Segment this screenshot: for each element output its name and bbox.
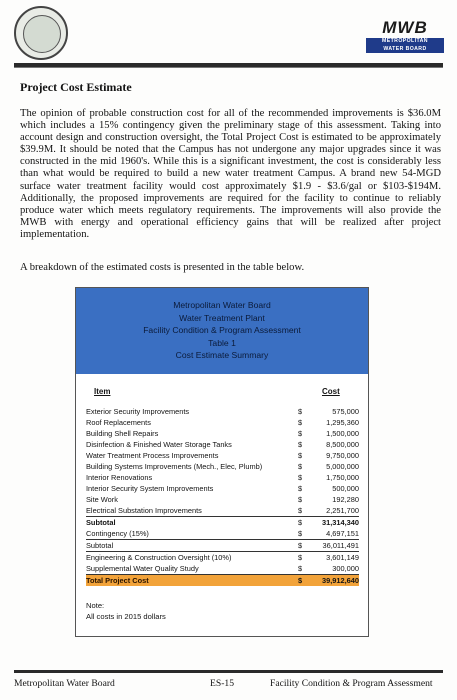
footer-right: Facility Condition & Program Assessment	[270, 678, 433, 689]
row-label: Subtotal	[86, 518, 116, 527]
row-currency: $	[298, 529, 303, 538]
row-amount: 2,251,700	[326, 506, 359, 515]
footer-left: Metropolitan Water Board	[14, 678, 115, 689]
row-currency: $	[298, 495, 303, 504]
seal-emblem	[23, 15, 61, 53]
row-currency: $	[298, 473, 303, 482]
table-rows	[86, 406, 359, 586]
row-currency: $	[298, 440, 303, 449]
table-heading-line: Metropolitan Water Board	[173, 300, 271, 310]
body-paragraph: The opinion of probable construction cost for all of the recommended improvements is $36.0M which includes a 15% contingency given the preliminary stage of this assessment. Taking into account design and construction oversight, the Total Project Cost is estimated to be approximately $39.9M. It should be noted that the Campus has not undergone any major upgrades since it was constructed in the mid 1960's. While this is a significant investment, the cost is considerably less than what would be required to build a new water treatment Campus. A brand new 54-MGD surface water treatment facility would cost approximately $1.9 - $3.6/gal or $103-$194M. Additionally, the proposed improvements are required for the facility to continue to reliably produce water which meets regulatory requirements. The improvements will also provide the MWB with energy and operational efficiency gains that will be realized after project implementation.	[20, 108, 441, 240]
table-row	[86, 552, 359, 563]
row-currency: $	[298, 553, 303, 562]
row-amount: 575,000	[332, 407, 359, 416]
table-heading	[76, 288, 368, 374]
mwb-logo	[366, 18, 444, 58]
section-title: Project Cost Estimate	[20, 80, 132, 94]
logo-subtitle-line: WATER BOARD	[383, 45, 427, 52]
note-label: Note:	[86, 601, 105, 610]
table-heading-line: Water Treatment Plant	[179, 312, 265, 323]
row-amount: 5,000,000	[326, 462, 359, 471]
row-label: Building Systems Improvements (Mech., Elec, Plumb)	[86, 462, 263, 471]
row-currency: $	[298, 462, 303, 471]
subtotal-row	[86, 540, 359, 552]
column-header-cost: Cost	[322, 387, 340, 396]
row-amount: 500,000	[332, 484, 359, 493]
row-label: Water Treatment Process Improvements	[86, 451, 219, 460]
row-amount: 36,011,491	[322, 541, 359, 550]
table-row	[86, 505, 359, 517]
table-row	[86, 494, 359, 505]
row-label: Supplemental Water Quality Study	[86, 564, 199, 573]
footer-rule	[14, 670, 443, 673]
note-text: All costs in 2015 dollars	[86, 612, 166, 621]
logo-mark: MWB	[382, 18, 428, 37]
row-label: Interior Security System Improvements	[86, 484, 214, 493]
body-paragraph: A breakdown of the estimated costs is presented in the table below.	[20, 262, 305, 273]
row-label: Roof Replacements	[86, 418, 151, 427]
table-heading-line: Cost Estimate Summary	[175, 350, 269, 361]
row-label: Exterior Security Improvements	[86, 407, 190, 416]
row-label: Contingency (15%)	[86, 529, 149, 538]
row-amount: 1,750,000	[326, 473, 359, 482]
table-row	[86, 483, 359, 494]
row-currency: $	[298, 506, 303, 515]
row-amount: 3,601,149	[326, 553, 359, 562]
row-amount: 1,500,000	[326, 429, 359, 438]
logo-subtitle-line: METROPOLITAN	[382, 38, 428, 44]
table-row	[86, 528, 359, 540]
row-label: Site Work	[86, 495, 118, 504]
row-label: Electrical Substation Improvements	[86, 506, 202, 515]
row-currency: $	[298, 564, 303, 573]
cost-estimate-table	[75, 287, 369, 637]
row-amount: 300,000	[332, 564, 359, 573]
table-row	[86, 439, 359, 450]
footer-page-number: ES-15	[210, 678, 234, 689]
header-rule	[14, 63, 443, 68]
table-row	[86, 461, 359, 472]
row-amount: 192,280	[332, 495, 359, 504]
row-label: Engineering & Construction Oversight (10%)	[86, 553, 232, 562]
row-label: Interior Renovations	[86, 473, 153, 482]
row-label: Building Shell Repairs	[86, 429, 159, 438]
table-note	[86, 600, 166, 622]
logo-subtitle	[366, 38, 444, 53]
row-amount: 4,697,151	[326, 529, 359, 538]
row-amount: 9,750,000	[326, 451, 359, 460]
table-heading-line: Table 1	[208, 337, 236, 348]
table-row	[86, 406, 359, 417]
row-currency: $	[298, 407, 303, 416]
row-currency: $	[298, 429, 303, 438]
row-amount: 39,912,640	[322, 576, 359, 585]
table-row	[86, 428, 359, 439]
page-header	[0, 0, 457, 72]
row-currency: $	[298, 418, 303, 427]
row-currency: $	[298, 518, 303, 527]
row-label: Total Project Cost	[86, 576, 149, 585]
row-currency: $	[298, 484, 303, 493]
row-currency: $	[298, 576, 303, 585]
row-label: Subtotal	[86, 541, 114, 550]
seal-logo	[14, 6, 68, 60]
table-heading-line: Facility Condition & Program Assessment	[143, 325, 301, 336]
table-row	[86, 563, 359, 575]
row-currency: $	[298, 541, 303, 550]
column-header-item: Item	[94, 387, 111, 396]
table-row	[86, 472, 359, 483]
row-amount: 1,295,360	[326, 418, 359, 427]
row-label: Disinfection & Finished Water Storage Tanks	[86, 440, 232, 449]
table-row	[86, 417, 359, 428]
row-currency: $	[298, 451, 303, 460]
subtotal-row	[86, 517, 359, 528]
row-amount: 8,500,000	[326, 440, 359, 449]
table-row	[86, 450, 359, 461]
row-amount: 31,314,340	[322, 518, 359, 527]
total-row	[86, 575, 359, 586]
